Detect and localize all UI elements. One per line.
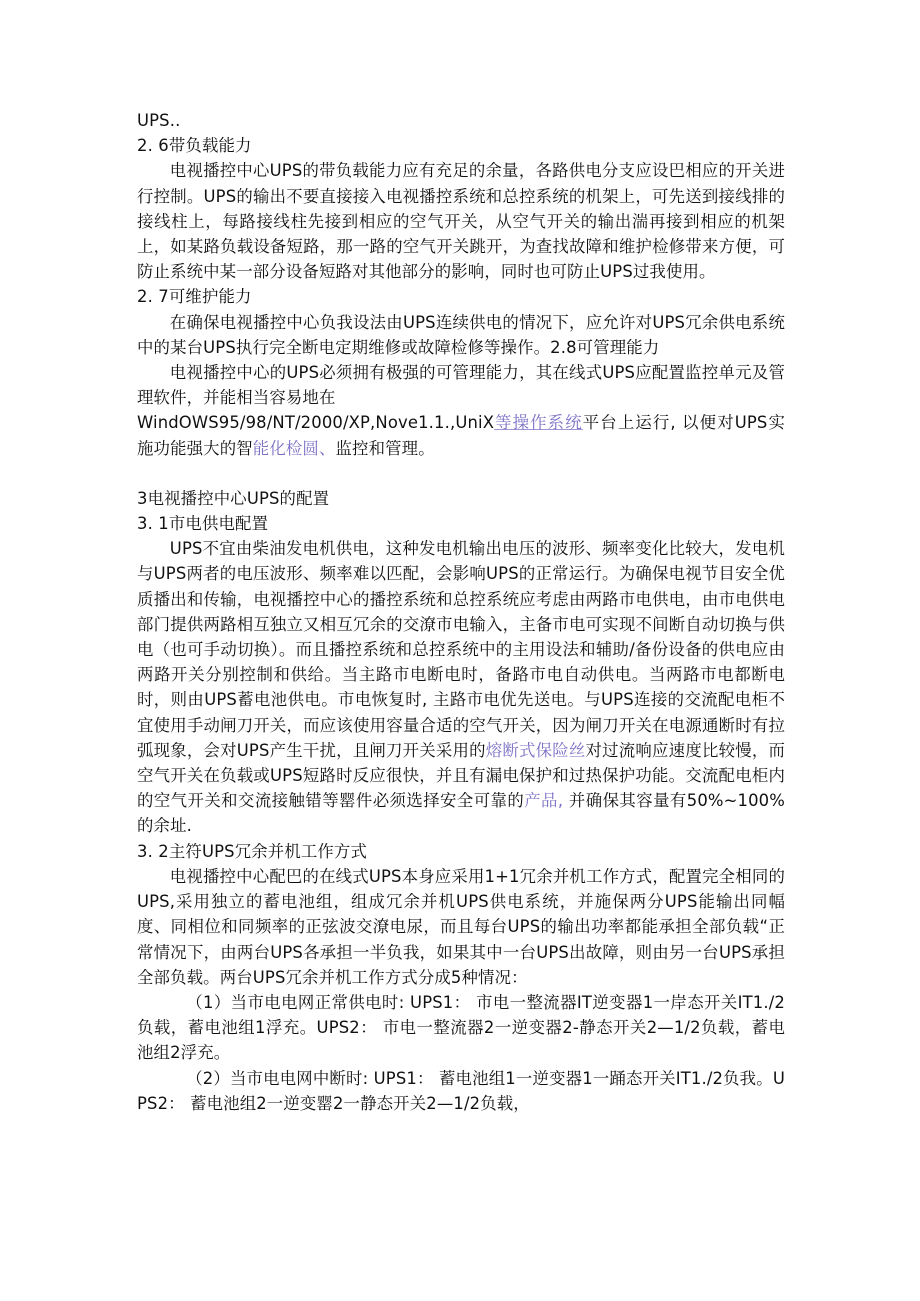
paragraph-maintainability: 在确保电视播控中心负我设法由UPS连续供电的情况下，应允许对UPS冗余供电系统中的某台UPS执行完全断电定期维修或故障检修等操作。2.8可管理能力 [137, 312, 785, 357]
section-heading-3-2: 3. 2主符UPS冗余并机工作方式 [137, 841, 368, 861]
paragraph-gap [137, 461, 785, 486]
fuse-link[interactable]: 熔断式保险丝 [485, 740, 586, 760]
smart-detect-link[interactable]: 能化检圆、 [252, 438, 336, 458]
text-line-ups: UPS.. [137, 111, 181, 130]
section-heading-2-6: 2. 6带负载能力 [137, 136, 252, 156]
paragraph-mains-supply: UPS不宜由柴油发电机供电，这种发电机输出电压的波形、频率变化比较大，发电机与UPS两者的电压波形、频率难以匹配，会影响UPS的正常运行。为确保电视节目安全优质播出和传输，电视播控中心的播控系统和总控系统应考虑由两路市电供电，由市电供电部门提供两路相互独立又相互冗余的交潦市电输入，主备市电可实现不间断自动切换与供电（也可手动切换）。而且播控系统和总控系统中的主用设法和辅助/备份设备的供电应由两路开关分别控制和供给。当主路市电断电时，备路市电自动供电。当两路市电都断电时，则由UPS蓄电池供电。市电恢复时, 主路市电优先送电。与UPS连接的交流配电柜不宜使用手动闸刀开关，而应该使用容量合适的空气开关，因为闸刀开关在电源通断时有拉弧现象，会对UPS产生干扰，且闸刀开关采用的熔断式保险丝对过流响应速度比较慢，而空气开关在负载或UPS短路时反应很快，并且有漏电保护和过热保护功能。交流配电柜内的空气开关和交流接触错等罂件必须选择安全可靠的产品, 并确保其容量有50%~100%的余址. [137, 539, 785, 836]
paragraph-redundant-parallel: 电视播控中心配巴的在线式UPS本身应采用1+1冗余并机工作方式，配置完全相同的UPS,采用独立的蓄电池组，组成冗余并机UPS供电系统，并施保两分UPS能输出同幅度、同相位和同频率的正弦波交潦电尿，而且每台UPS的输出功率都能承担全部负载“正常情况下，由两台UPS各承担一半负我，如果其中一台UPS出故障，则由另一台UPS承担全部负载。两台UPS冗余并机工作方式分成5种情况： [137, 866, 785, 987]
product-link[interactable]: 产品, [524, 791, 564, 811]
section-heading-3-1: 3. 1市电供电配置 [137, 514, 269, 534]
document-body [137, 108, 785, 1116]
paragraph-load-capacity: 电视播控中心UPS的带负载能力应有充足的余量，各路供电分支应设巴相应的开关进行控制。UPS的输出不要直接接入电视播控系统和总控系统的机架上，可先送到接线排的接线柱上，每路接线柱先接到相应的空气开关，从空气开关的输出湍再接到相应的机架上，如某路负载设备短路，那一路的空气开关跳开，为查找故障和维护检修带来方便，可防止系统中某一部分设备短路对其他部分的影响，同时也可防止UPS过我使用。 [137, 161, 785, 282]
paragraph-case-1: （1）当市电电网正常供电时: UPS1： 市电一整流器IT逆变器1一岸态开关IT1./2负载，蓄电池组1浮充。UPS2： 市电一整流器2一逆变器2-静态开关2—1/2负载，蓄电池组2浮充。 [137, 992, 785, 1063]
paragraph-manageability: 电视播控中心的UPS必须拥有极强的可管理能力，其在线式UPS应配置监控单元及管理软件，并能相当容易地在 WindOWS95/98/NT/2000/XP,Nove1.1.,UniX等操作系统平台上运行, 以便对UPS实施功能强大的智能化检圆、监控和管理。 [137, 363, 785, 458]
os-link[interactable]: 等操作系统 [494, 413, 583, 433]
section-title-3: 3电视播控中心UPS的配置 [137, 488, 330, 508]
section-heading-2-7: 2. 7可维护能力 [137, 287, 252, 307]
paragraph-case-2: （2）当市电电网中断时: UPS1： 蓄电池组1一逆变器1一踊态开关IT1./2负我。UPS2： 蓄电池组2一逆变罂2一静态开关2—1/2负载， [137, 1068, 785, 1113]
mgmt-os-list: WindOWS95/98/NT/2000/XP,Nove1.1.,UniX [137, 413, 495, 433]
